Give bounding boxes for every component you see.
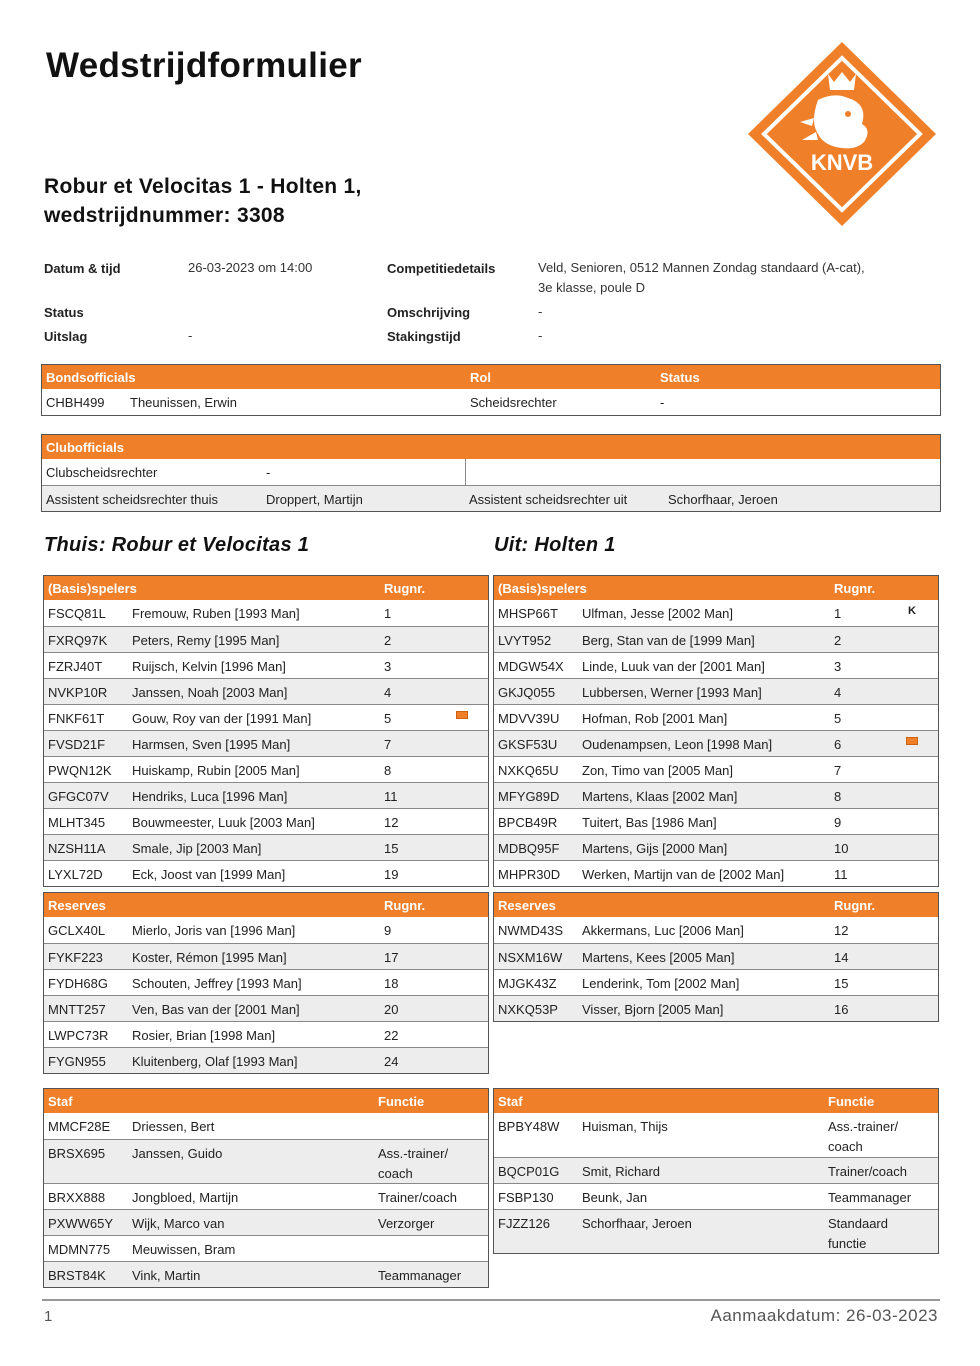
player-number: 4 — [834, 685, 842, 700]
table-row — [44, 1261, 488, 1287]
player-name: Kluitenberg, Olaf [1993 Man] — [132, 1054, 298, 1069]
datum-label: Datum & tijd — [44, 261, 121, 276]
table-row — [44, 1235, 488, 1261]
table-row — [44, 730, 488, 756]
player-number: 14 — [834, 950, 849, 965]
table-row — [44, 969, 488, 995]
player-number: 2 — [384, 633, 392, 648]
player-name: Koster, Rémon [1995 Man] — [132, 950, 287, 965]
player-number: 8 — [384, 763, 392, 778]
official-rol: Scheidsrechter — [470, 395, 557, 410]
table-row — [494, 1157, 938, 1183]
player-code: FSCQ81L — [48, 606, 106, 621]
bondsofficials-header-label: Bondsofficials — [46, 370, 136, 385]
ass-uit-label: Assistent scheidsrechter uit — [469, 492, 628, 507]
players-header-label: (Basis)spelers — [48, 581, 137, 596]
table-row — [494, 730, 938, 756]
player-number: 12 — [384, 815, 399, 830]
player-code: GKSF53U — [498, 737, 558, 752]
staf-name: Jongbloed, Martijn — [132, 1190, 239, 1205]
player-name: Rosier, Brian [1998 Man] — [132, 1028, 276, 1043]
player-name: Bouwmeester, Luuk [2003 Man] — [132, 815, 315, 830]
player-name: Hendriks, Luca [1996 Man] — [132, 789, 288, 804]
status-label: Status — [44, 305, 84, 320]
table-row — [42, 459, 940, 485]
player-code: MDBQ95F — [498, 841, 560, 856]
table-row — [44, 678, 488, 704]
yellow-card-icon — [456, 711, 468, 719]
player-code: NZSH11A — [48, 841, 106, 856]
player-name: Mierlo, Joris van [1996 Man] — [132, 923, 296, 938]
player-name: Ulfman, Jesse [2002 Man] — [582, 606, 734, 621]
home-staf-header — [44, 1089, 488, 1113]
rugnr-header: Rugnr. — [384, 581, 426, 596]
player-name: Harmsen, Sven [1995 Man] — [132, 737, 291, 752]
table-row — [44, 1209, 488, 1235]
player-code: MHSP66T — [498, 606, 558, 621]
player-number: 10 — [834, 841, 849, 856]
player-code: GKJQ055 — [498, 685, 556, 700]
player-number: 7 — [834, 763, 842, 778]
svg-text:KNVB: KNVB — [810, 150, 874, 175]
player-number: 9 — [834, 815, 842, 830]
player-code: FYGN955 — [48, 1054, 106, 1069]
staf-functie: Teammanager — [378, 1268, 462, 1283]
reserves-header-label: Reserves — [498, 898, 556, 913]
table-row — [44, 1021, 488, 1047]
player-code: FYKF223 — [48, 950, 103, 965]
staf-code: BPBY48W — [498, 1119, 560, 1134]
table-row — [42, 389, 940, 415]
clubscheidsrechter-label: Clubscheidsrechter — [46, 465, 158, 480]
away-team-title: Uit: Holten 1 — [494, 534, 616, 556]
home-reserves-header — [44, 893, 488, 917]
player-number: 12 — [834, 923, 849, 938]
table-row — [44, 652, 488, 678]
competitie-label: Competitiedetails — [387, 261, 496, 276]
page-title: Wedstrijdformulier — [46, 46, 362, 85]
player-number: 2 — [834, 633, 842, 648]
player-code: PWQN12K — [48, 763, 112, 778]
bondsofficials-table — [41, 364, 941, 416]
clubofficials-table — [41, 434, 941, 512]
table-row — [44, 1139, 488, 1183]
table-row — [44, 1183, 488, 1209]
table-row — [44, 704, 488, 730]
reserves-header-label: Reserves — [48, 898, 106, 913]
player-code: FZRJ40T — [48, 659, 103, 674]
functie-header: Functie — [828, 1094, 875, 1109]
player-number: 22 — [384, 1028, 399, 1043]
staking-label: Stakingstijd — [387, 329, 461, 344]
table-row — [494, 834, 938, 860]
clubscheidsrechter-value: - — [266, 465, 271, 480]
table-row — [44, 626, 488, 652]
staf-name: Wijk, Marco van — [132, 1216, 225, 1231]
player-name: Zon, Timo van [2005 Man] — [582, 763, 734, 778]
player-code: NVKP10R — [48, 685, 108, 700]
staf-name: Beunk, Jan — [582, 1190, 648, 1205]
table-row — [494, 1183, 938, 1209]
ass-uit-value: Schorfhaar, Jeroen — [668, 492, 778, 507]
table-row — [44, 1113, 488, 1139]
player-code: LVYT952 — [498, 633, 552, 648]
player-number: 3 — [834, 659, 842, 674]
table-row — [494, 1113, 938, 1157]
player-number: 11 — [384, 789, 398, 804]
staking-value: - — [538, 328, 543, 343]
table-row — [494, 600, 938, 626]
staf-code: MDMN775 — [48, 1242, 111, 1257]
table-row — [44, 600, 488, 626]
staf-code: FSBP130 — [498, 1190, 554, 1205]
player-name: Ven, Bas van der [2001 Man] — [132, 1002, 300, 1017]
staf-name: Schorfhaar, Jeroen — [582, 1216, 692, 1231]
table-row — [494, 678, 938, 704]
table-row — [44, 1047, 488, 1073]
player-code: FNKF61T — [48, 711, 105, 726]
player-code: MDGW54X — [498, 659, 564, 674]
player-number: 18 — [384, 976, 399, 991]
yellow-card-icon — [906, 737, 918, 745]
rugnr-header: Rugnr. — [834, 898, 876, 913]
player-code: MLHT345 — [48, 815, 106, 830]
captain-mark: K — [908, 605, 916, 617]
away-reserves-header — [494, 893, 938, 917]
player-number: 11 — [834, 867, 848, 882]
staf-header-label: Staf — [48, 1094, 73, 1109]
uitslag-value: - — [188, 328, 193, 343]
player-name: Lenderink, Tom [2002 Man] — [582, 976, 740, 991]
rugnr-header: Rugnr. — [834, 581, 876, 596]
player-name: Akkermans, Luc [2006 Man] — [582, 923, 744, 938]
table-row — [494, 782, 938, 808]
player-number: 9 — [384, 923, 392, 938]
home-staf-table — [43, 1088, 489, 1288]
away-reserves-table — [493, 892, 939, 1022]
competitie-value-line2: 3e klasse, poule D — [538, 280, 645, 295]
staf-name: Vink, Martin — [132, 1268, 201, 1283]
staf-name: Huisman, Thijs — [582, 1119, 668, 1134]
player-code: MJGK43Z — [498, 976, 557, 991]
table-row — [494, 969, 938, 995]
table-row — [494, 943, 938, 969]
player-number: 5 — [384, 711, 392, 726]
staf-name: Smit, Richard — [582, 1164, 661, 1179]
staf-code: BRSX695 — [48, 1146, 106, 1161]
table-row — [44, 917, 488, 943]
table-row — [494, 652, 938, 678]
table-row — [44, 782, 488, 808]
staf-functie: Trainer/coach — [828, 1164, 907, 1179]
datum-value: 26-03-2023 om 14:00 — [188, 260, 313, 275]
table-row — [494, 917, 938, 943]
player-number: 24 — [384, 1054, 399, 1069]
staf-code: PXWW65Y — [48, 1216, 114, 1231]
player-code: FXRQ97K — [48, 633, 108, 648]
player-code: GCLX40L — [48, 923, 106, 938]
player-name: Linde, Luuk van der [2001 Man] — [582, 659, 765, 674]
player-name: Schouten, Jeffrey [1993 Man] — [132, 976, 302, 991]
staf-name: Meuwissen, Bram — [132, 1242, 236, 1257]
staf-header-label: Staf — [498, 1094, 523, 1109]
player-number: 17 — [384, 950, 399, 965]
player-number: 1 — [834, 606, 842, 621]
staf-code: FJZZ126 — [498, 1216, 551, 1231]
staf-name: Driessen, Bert — [132, 1119, 215, 1134]
player-name: Fremouw, Ruben [1993 Man] — [132, 606, 300, 621]
table-row — [494, 995, 938, 1021]
player-number: 6 — [834, 737, 842, 752]
table-row — [494, 626, 938, 652]
player-name: Martens, Gijs [2000 Man] — [582, 841, 728, 856]
table-row — [494, 704, 938, 730]
player-name: Eck, Joost van [1999 Man] — [132, 867, 286, 882]
player-code: NXKQ65U — [498, 763, 559, 778]
rol-header: Rol — [470, 370, 491, 385]
ass-thuis-value: Droppert, Martijn — [266, 492, 363, 507]
table-row — [44, 756, 488, 782]
staf-code: BRXX888 — [48, 1190, 106, 1205]
staf-functie: Ass.-trainer/ coach — [378, 1146, 449, 1181]
player-code: LYXL72D — [48, 867, 103, 882]
player-name: Huiskamp, Rubin [2005 Man] — [132, 763, 300, 778]
match-title — [44, 172, 362, 230]
player-code: FVSD21F — [48, 737, 106, 752]
player-name: Peters, Remy [1995 Man] — [132, 633, 280, 648]
ass-thuis-label: Assistent scheidsrechter thuis — [46, 492, 218, 507]
home-players-header — [44, 576, 488, 600]
omschrijving-value: - — [538, 304, 543, 319]
table-row — [494, 1209, 938, 1253]
player-name: Janssen, Noah [2003 Man] — [132, 685, 288, 700]
home-players-table — [43, 575, 489, 887]
uitslag-label: Uitslag — [44, 329, 88, 344]
staf-code: MMCF28E — [48, 1119, 111, 1134]
player-number: 7 — [384, 737, 392, 752]
rugnr-header: Rugnr. — [384, 898, 426, 913]
match-title-line1: Robur et Velocitas 1 - Holten 1, — [44, 175, 362, 198]
staf-code: BRST84K — [48, 1268, 106, 1283]
player-code: BPCB49R — [498, 815, 558, 830]
player-number: 15 — [384, 841, 399, 856]
table-row — [42, 485, 940, 511]
table-row — [44, 943, 488, 969]
player-number: 1 — [384, 606, 392, 621]
knvb-logo — [744, 38, 940, 230]
away-staf-table — [493, 1088, 939, 1254]
away-players-table — [493, 575, 939, 887]
staf-name: Janssen, Guido — [132, 1146, 223, 1161]
away-players-header — [494, 576, 938, 600]
home-reserves-table — [43, 892, 489, 1074]
player-code: GFGC07V — [48, 789, 109, 804]
functie-header: Functie — [378, 1094, 425, 1109]
away-staf-header — [494, 1089, 938, 1113]
player-number: 5 — [834, 711, 842, 726]
player-code: NWMD43S — [498, 923, 564, 938]
player-code: MHPR30D — [498, 867, 561, 882]
creation-date: Aanmaakdatum: 26-03-2023 — [710, 1306, 938, 1325]
home-team-title: Thuis: Robur et Velocitas 1 — [44, 534, 310, 556]
table-row — [494, 860, 938, 886]
staf-code: BQCP01G — [498, 1164, 560, 1179]
match-title-line2: wedstrijdnummer: 3308 — [44, 204, 285, 227]
footer-divider — [42, 1299, 940, 1301]
player-name: Smale, Jip [2003 Man] — [132, 841, 262, 856]
player-code: MNTT257 — [48, 1002, 106, 1017]
player-number: 4 — [384, 685, 392, 700]
player-code: MFYG89D — [498, 789, 560, 804]
player-number: 8 — [834, 789, 842, 804]
player-code: MDVV39U — [498, 711, 560, 726]
player-name: Tuitert, Bas [1986 Man] — [582, 815, 717, 830]
official-status: - — [660, 395, 665, 410]
player-number: 19 — [384, 867, 399, 882]
player-code: LWPC73R — [48, 1028, 109, 1043]
table-row — [44, 860, 488, 886]
player-number: 15 — [834, 976, 849, 991]
table-row — [494, 808, 938, 834]
table-row — [44, 995, 488, 1021]
official-name: Theunissen, Erwin — [130, 395, 237, 410]
clubofficials-header — [42, 435, 940, 459]
player-number: 16 — [834, 1002, 849, 1017]
player-number: 20 — [384, 1002, 399, 1017]
player-name: Visser, Bjorn [2005 Man] — [582, 1002, 724, 1017]
staf-functie: Standaard functie — [828, 1216, 888, 1251]
player-name: Werken, Martijn van de [2002 Man] — [582, 867, 785, 882]
official-code: CHBH499 — [46, 395, 105, 410]
table-row — [44, 808, 488, 834]
page-number: 1 — [44, 1308, 53, 1325]
staf-functie: Verzorger — [378, 1216, 435, 1231]
clubofficials-header-label: Clubofficials — [46, 440, 125, 455]
table-row — [494, 756, 938, 782]
player-code: NSXM16W — [498, 950, 563, 965]
status-header: Status — [660, 370, 700, 385]
staf-functie: Ass.-trainer/ coach — [828, 1119, 899, 1154]
player-code: NXKQ53P — [498, 1002, 558, 1017]
player-name: Martens, Klaas [2002 Man] — [582, 789, 738, 804]
competitie-value-line1: Veld, Senioren, 0512 Mannen Zondag standaard (A-cat), — [538, 260, 865, 275]
player-number: 3 — [384, 659, 392, 674]
omschrijving-label: Omschrijving — [387, 305, 471, 320]
table-row — [44, 834, 488, 860]
player-name: Berg, Stan van de [1999 Man] — [582, 633, 755, 648]
player-name: Hofman, Rob [2001 Man] — [582, 711, 728, 726]
player-name: Ruijsch, Kelvin [1996 Man] — [132, 659, 286, 674]
player-code: FYDH68G — [48, 976, 108, 991]
staf-functie: Teammanager — [828, 1190, 912, 1205]
player-name: Lubbersen, Werner [1993 Man] — [582, 685, 762, 700]
players-header-label: (Basis)spelers — [498, 581, 587, 596]
player-name: Gouw, Roy van der [1991 Man] — [132, 711, 312, 726]
player-name: Martens, Kees [2005 Man] — [582, 950, 735, 965]
bondsofficials-header — [42, 365, 940, 389]
staf-functie: Trainer/coach — [378, 1190, 457, 1205]
player-name: Oudenampsen, Leon [1998 Man] — [582, 737, 773, 752]
